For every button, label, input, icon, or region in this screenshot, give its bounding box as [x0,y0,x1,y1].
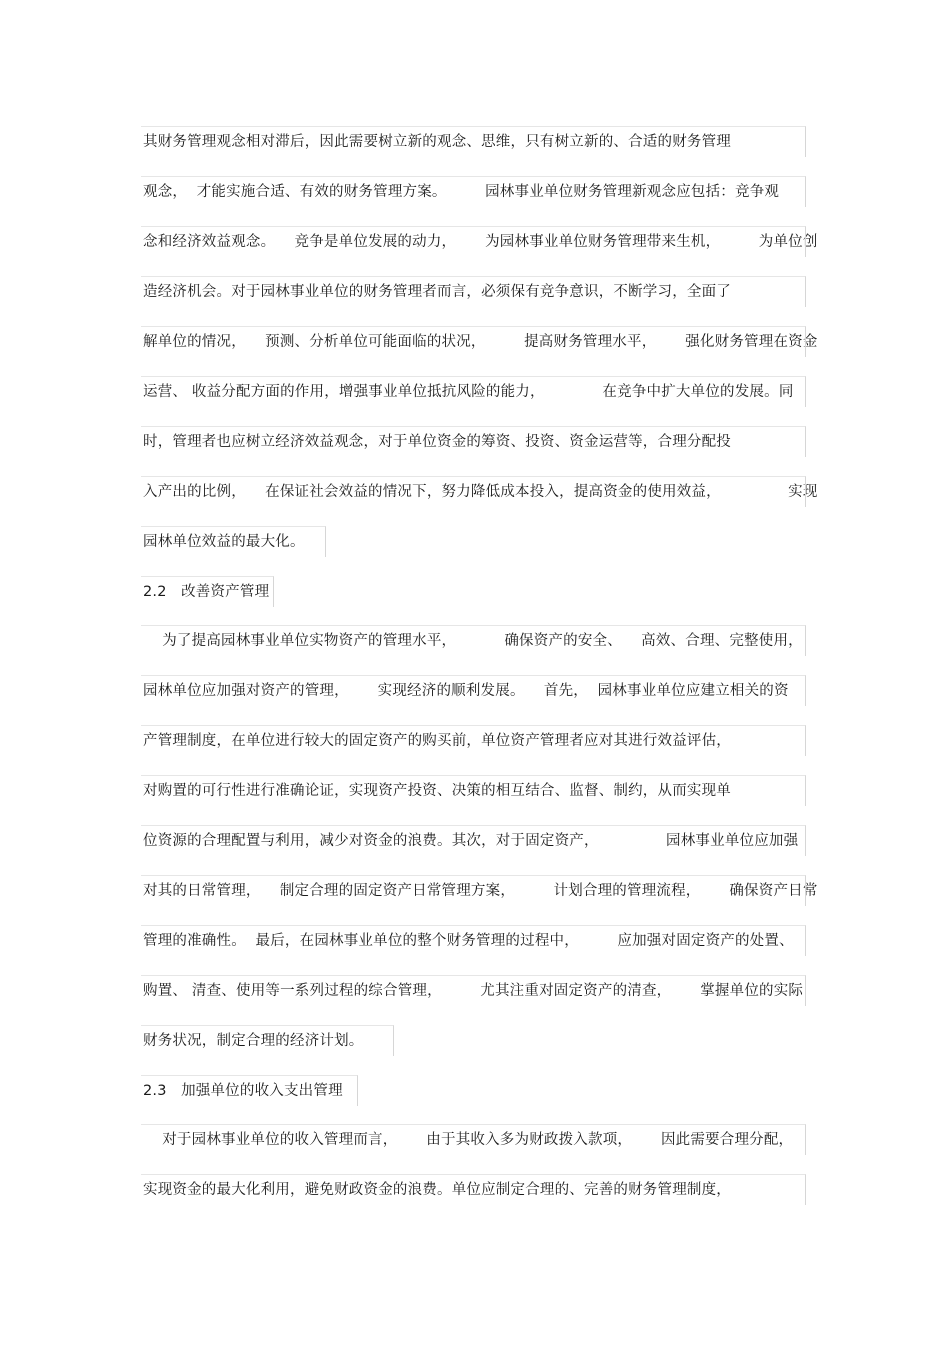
text-line: 解单位的情况， 预测、分析单位可能面临的状况， 提高财务管理水平， 强化财务管理在资金 [143,326,818,358]
text-line: 对购置的可行性进行准确论证，实现资产投资、决策的相互结合、监督、制约，从而实现单 [143,775,731,807]
text-line: 对于园林事业单位的收入管理而言， 由于其收入多为财政拨入款项， 因此需要合理分配， [143,1124,793,1156]
text-line: 管理的准确性。 最后，在园林事业单位的整个财务管理的过程中， 应加强对固定资产的处置、 [143,925,794,957]
text-line: 运营、 收益分配方面的作用，增强事业单位抵抗风险的能力， 在竞争中扩大单位的发展。同 [143,376,794,408]
text-line: 园林单位应加强对资产的管理， 实现经济的顺利发展。 首先， 园林事业单位应建立相关的资 [143,675,789,707]
text-line: 产管理制度，在单位进行较大的固定资产的购买前，单位资产管理者应对其进行效益评估， [143,725,731,757]
text-line: 财务状况，制定合理的经济计划。 [143,1025,364,1057]
section-heading: 2.2 改善资产管理 [143,576,269,608]
text-line: 观念， 才能实施合适、有效的财务管理方案。 园林事业单位财务管理新观念应包括：竞争观 [143,176,779,208]
text-line: 入产出的比例， 在保证社会效益的情况下，努力降低成本投入，提高资金的使用效益， 实现 [143,476,818,508]
text-line: 园林单位效益的最大化。 [143,526,305,558]
section-heading: 2.3 加强单位的收入支出管理 [143,1075,343,1107]
text-line: 其财务管理观念相对滞后，因此需要树立新的观念、思维，只有树立新的、合适的财务管理 [143,126,731,158]
text-line: 位资源的合理配置与利用，减少对资金的浪费。其次，对于固定资产， 园林事业单位应加强 [143,825,798,857]
text-line: 时，管理者也应树立经济效益观念，对于单位资金的筹资、投资、资金运营等，合理分配投 [143,426,731,458]
text-line: 为了提高园林事业单位实物资产的管理水平， 确保资产的安全、 高效、合理、完整使用， [143,625,803,657]
text-line: 对其的日常管理， 制定合理的固定资产日常管理方案， 计划合理的管理流程， 确保资产日常 [143,875,818,907]
text-line: 购置、 清查、使用等一系列过程的综合管理， 尤其注重对固定资产的清查， 掌握单位的实际 [143,975,803,1007]
text-line: 造经济机会。对于园林事业单位的财务管理者而言，必须保有竞争意识，不断学习，全面了 [143,276,731,308]
text-line: 实现资金的最大化利用，避免财政资金的浪费。单位应制定合理的、完善的财务管理制度， [143,1174,731,1206]
text-line: 念和经济效益观念。 竞争是单位发展的动力， 为园林事业单位财务管理带来生机， 为单位创 [143,226,818,258]
